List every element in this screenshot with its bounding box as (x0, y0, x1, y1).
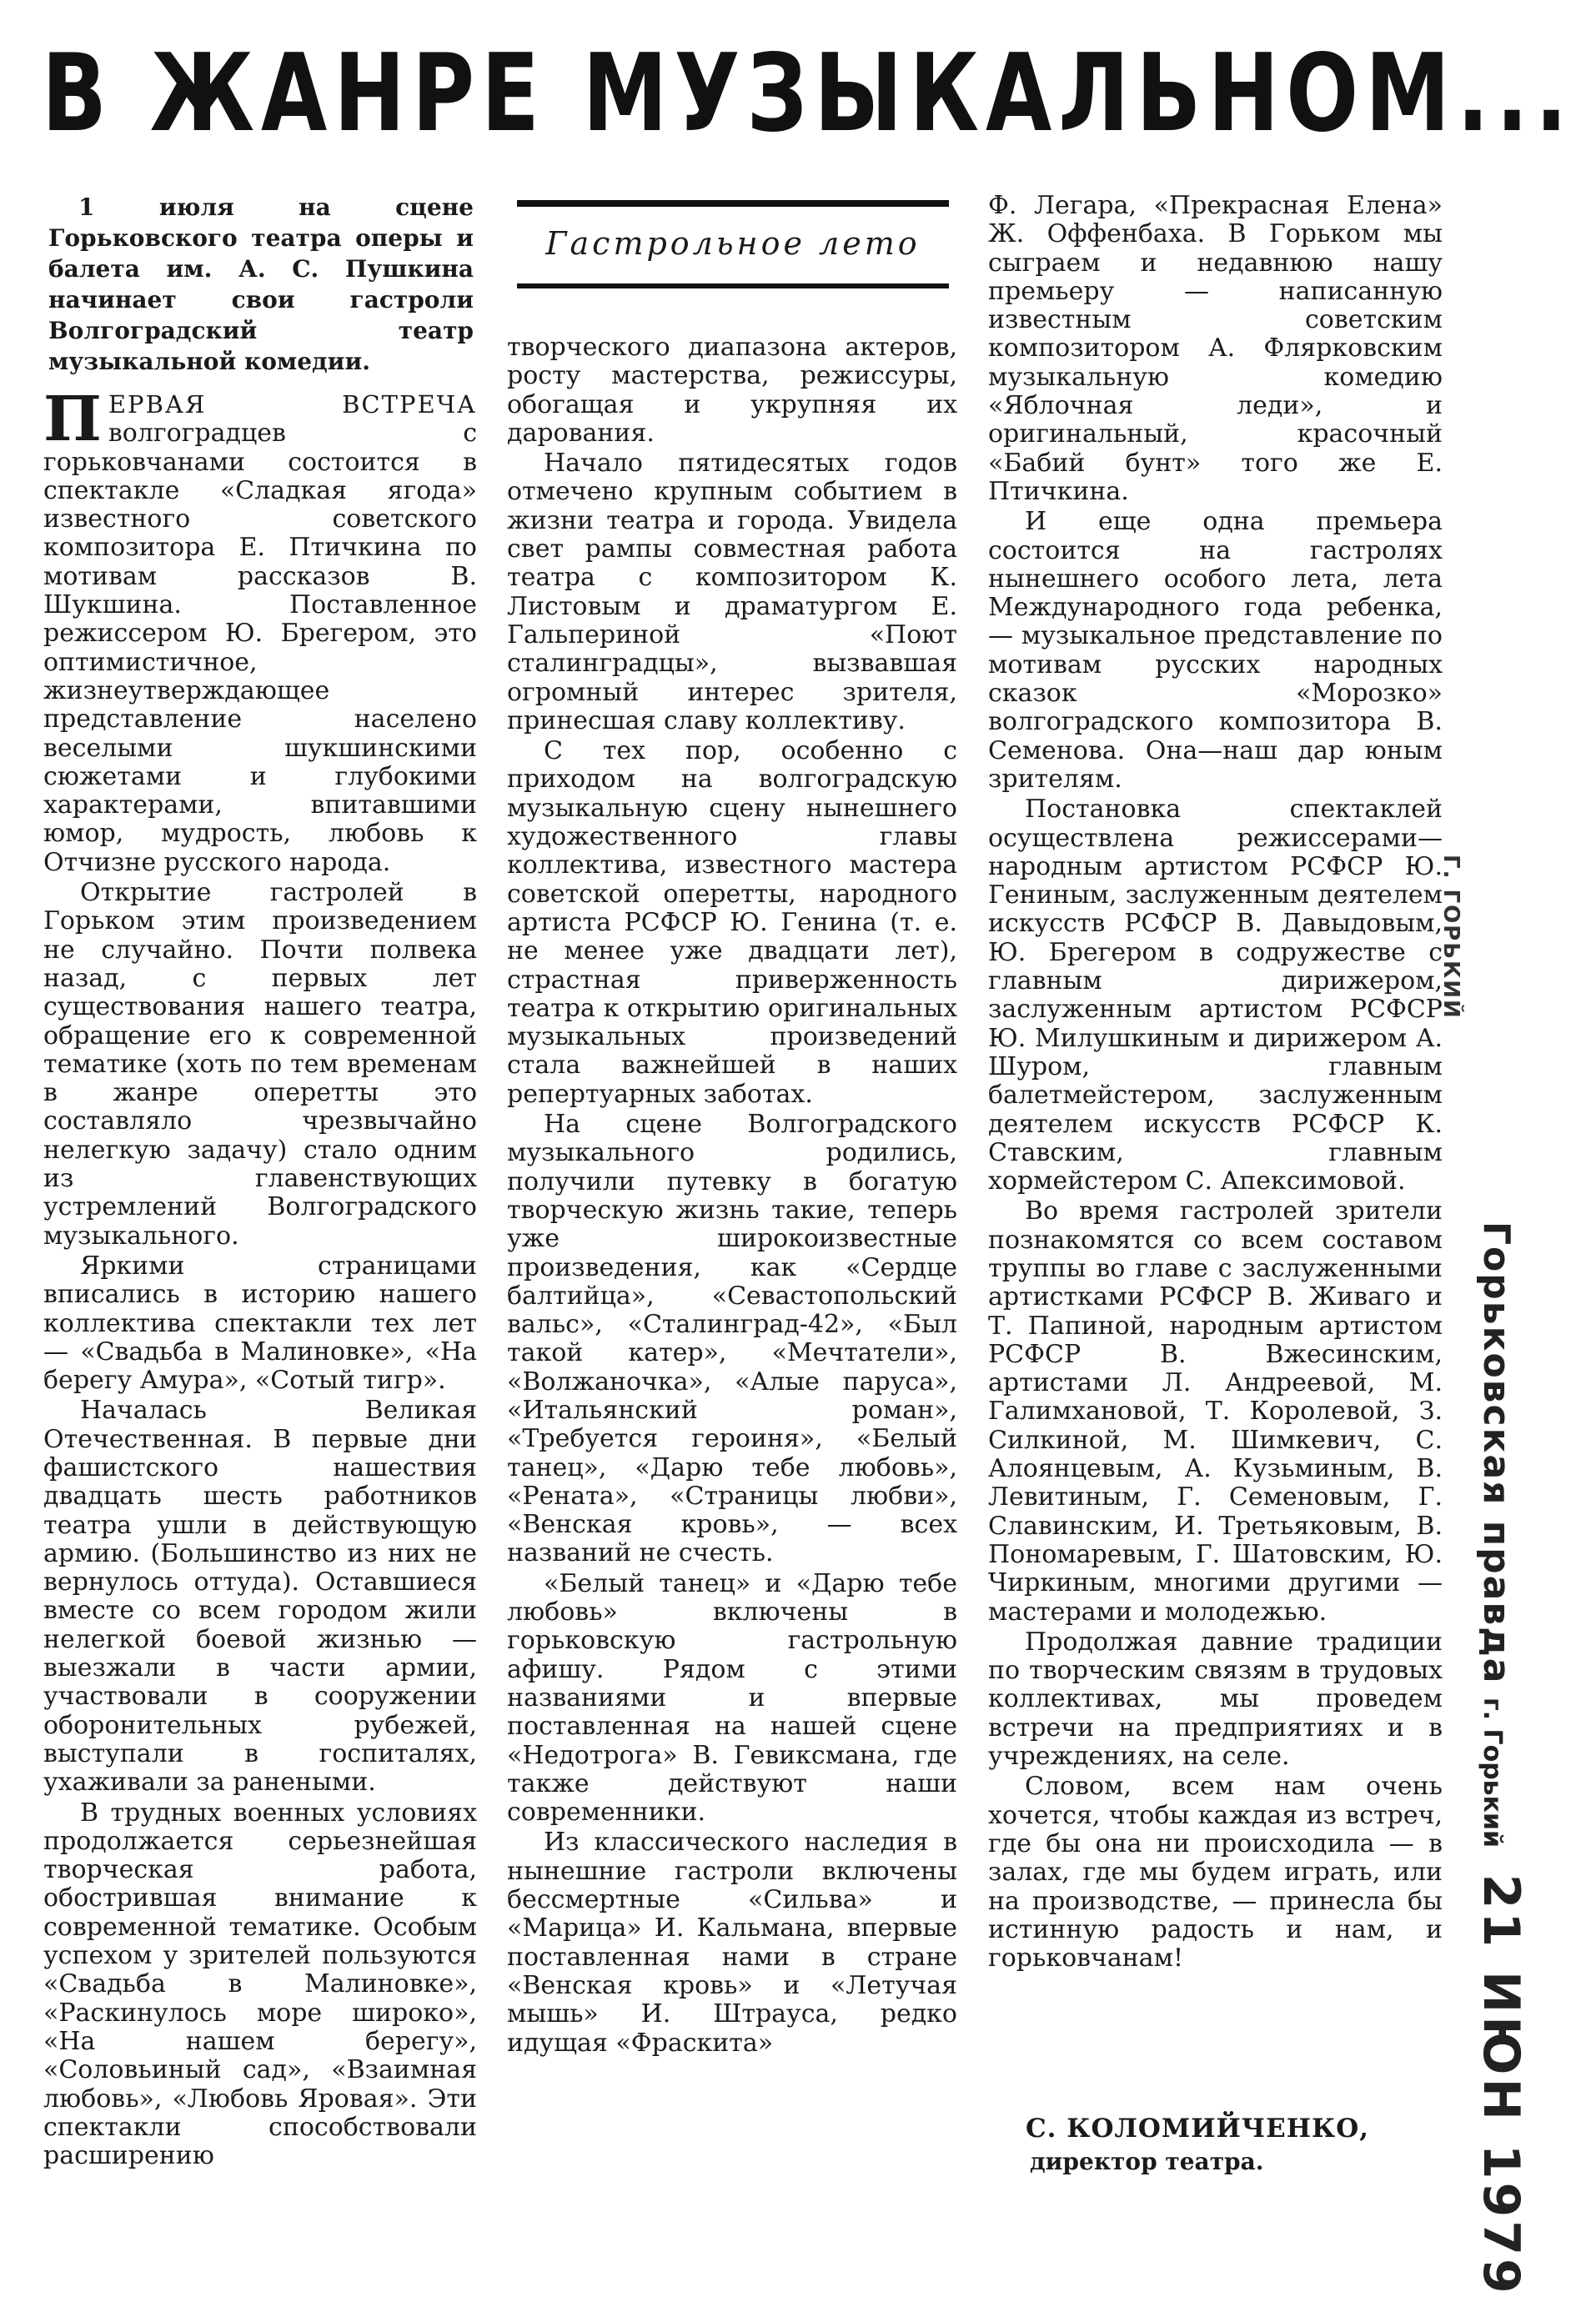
stamp-city: г. Горький (1478, 1697, 1507, 1848)
paragraph: На сцене Волгоградского музыкального родились, получили путевку в богатую творческую жизнь такие, теперь уже широкоизвестные произведения, как «Сердце балтийца», «Севастопольский вальс», «Сталинград-42», «Был такой катер», «Мечтатели», «Волжаночка», «Алые паруса», «Итальянский роман», «Требуется героиня», «Белый танец», «Дарю тебе любовь», «Рената», «Страницы любви», «Венская кровь», — всех названий не счесть. (507, 1110, 957, 1568)
paragraph-text: волгоградцев с горьковчанами состоится в спектакле «Сладкая ягода» известного советского композитора Е. Птичкина по мотивам рассказов В. Шукшина. Поставленное режиссером Ю. Брегером, это оптимистичное, жизнеутверждающее представление населено веселыми шукшинскими сюжетами и глубокими характерами, впитавшими юмор, мудрость, любовь к Отчизне русского народа. (43, 419, 477, 877)
paragraph: Начало пятидесятых годов отмечено крупным событием в жизни театра и города. Увидела свет рампы совместная работа театра с композитором К. Листовым и драматургом Е. Гальпериной «Поют сталинградцы», вызвавшая огромный интерес зрителя, принесшая славу коллективу. (507, 449, 957, 735)
column-2 (507, 334, 957, 2059)
paragraph: Открытие гастролей в Горьком этим произведением не случайно. Почти полвека назад, с первых лет существования нашего театра, обращение его к современной тематике (хоть по тем временам в жанре оперетты это составляло чрезвычайно нелегкую задачу) стало одним из главенствующих устремлений Волгоградского музыкального. (43, 878, 477, 1251)
opening-caps: ЕРВАЯ ВСТРЕЧА (108, 390, 477, 419)
author-role: директор театра. (1030, 2148, 1264, 2175)
paragraph: Во время гастролей зрители познакомятся со всем составом труппы во главе с заслуженными артистками РСФСР В. Живаго и Т. Папиной, народным артистом РСФСР В. Вжесинским, артистами Л. Андреевой, М. Галимхановой, Т. Королевой, З. Силкиной, М. Шимкевич, С. Алоянцевым, А. Кузьминым, В. Левитиным, Г. Семеновым, Г. Славинским, И. Третьяковым, В. Пономаревым, Г. Шатовским, Ю. Чиркиным, многими другими — мастерами и молодежью. (988, 1196, 1443, 1627)
column-1 (43, 384, 477, 2172)
paragraph: Из классического наследия в нынешние гастроли включены бессмертные «Сильва» и «Марица» И. Кальмана, впервые поставленная нами в стране «Венская кровь» и «Летучая мышь» И. Штрауса, редко идущая «Фраскита» (507, 1828, 957, 2058)
paragraph: Яркими страницами вписались в историю нашего коллектива спектакли тех лет — «Свадьба в Малиновке», «На берегу Амура», «Сотый тигр». (43, 1251, 477, 1396)
lead-paragraph: 1 июля на сцене Горьковского театра оперы и балета им. А. С. Пушкина начинает свои гастроли Волгоградский театр музыкальной комедии. (48, 193, 474, 375)
paragraph: И еще одна премьера состоится на гастролях нынешнего особого лета, лета Международного года ребенка, — музыкальное представление по мотивам русских народных сказок «Морозко» волгоградского композитора В. Семенова. Она—наш дар юным зрителям. (988, 507, 1443, 794)
paragraph: Продолжая давние традиции по творческим связям в трудовых коллективах, мы проведем встречи на предприятиях и в учреждениях, на селе. (988, 1627, 1443, 1772)
headline: В ЖАНРЕ МУЗЫКАЛЬНОМ... (42, 32, 1574, 156)
paragraph: В трудных военных условиях продолжается серьезнейшая творческая работа, обострившая внимание к современной тематике. Особым успехом у зрителей пользуются «Свадьба в Малиновке», «Раскинулось море широко», «На нашем берегу», «Соловьиный сад», «Взаимная любовь», «Любовь Яровая». Эти спектакли способствовали расширению (43, 1798, 477, 2171)
paragraph: «Белый танец» и «Дарю тебе любовь» включены в горьковскую гастрольную афишу. Рядом с этими названиями и впервые поставленная на нашей сцене «Недотрога» В. Гевиксмана, где также действуют наши современники. (507, 1568, 957, 1828)
paragraph: Словом, всем нам очень хочется, чтобы каждая из встреч, где бы она ни происходила — в залах, где мы будем играть, или на производстве, — принесла бы истинную радость и нам, и горьковчанам! (988, 1772, 1443, 1974)
side-stamp: Г. ГОРЬКИЙ (1438, 855, 1463, 1020)
column-3 (988, 192, 1443, 1974)
stamp-date: 21 ИЮН 1979 (1472, 1873, 1530, 2297)
rubric-title: Гастрольное лето (545, 225, 921, 262)
newspaper-stamp (1472, 1221, 1530, 2297)
paragraph (43, 384, 477, 877)
paragraph: творческого диапазона актеров, росту мастерства, режиссуры, обогащая и укрупняя их дарования. (507, 333, 957, 448)
paragraph: С тех пор, особенно с приходом на волгоградскую музыкальную сцену нынешнего художественного главы коллектива, известного мастера советской оперетты, народного артиста РСФСР Ю. Генина (т. е. не менее уже двадцати лет), страстная приверженность театра к открытию оригинальных музыкальных произведений стала важнейшей в наших репертуарных заботах. (507, 736, 957, 1109)
paragraph: Ф. Легара, «Прекрасная Елена» Ж. Оффенбаха. В Горьком мы сыграем и недавнюю нашу премьеру — написанную известным советским композитором А. Флярковским музыкальную комедию «Яблочная леди», и оригинальный, красочный «Бабий бунт» того же Е. Птичкина. (988, 191, 1443, 506)
stamp-publication: Горьковская правда (1475, 1221, 1518, 1685)
paragraph: Началась Великая Отечественная. В первые дни фашистского нашествия двадцать шесть работников театра ушли в действующую армию. (Большинство из них не вернулось оттуда). Оставшиеся вместе со всем городом жили нелегкой боевой жизнью — выезжали в части армии, участвовали в сооружении оборонительных рубежей, выступали в госпиталях, ухаживали за ранеными. (43, 1396, 477, 1798)
drop-cap: П (43, 384, 102, 455)
rubric-rule-bottom (517, 283, 949, 288)
rubric-rule-top (517, 200, 949, 207)
paragraph: Постановка спектаклей осуществлена режиссерами— народным артистом РСФСР Ю. Гениным, заслуженным деятелем искусств РСФСР В. Давыдовым, Ю. Брегером в содружестве с главным дирижером, заслуженным артистом РСФСР Ю. Милушкиным и дирижером А. Шуром, главным балетмейстером, заслуженным деятелем искусств РСФСР К. Ставским, главным хормейстером С. Апексимовой. (988, 795, 1443, 1196)
author-signature: С. КОЛОМИЙЧЕНКО, (1026, 2114, 1369, 2144)
